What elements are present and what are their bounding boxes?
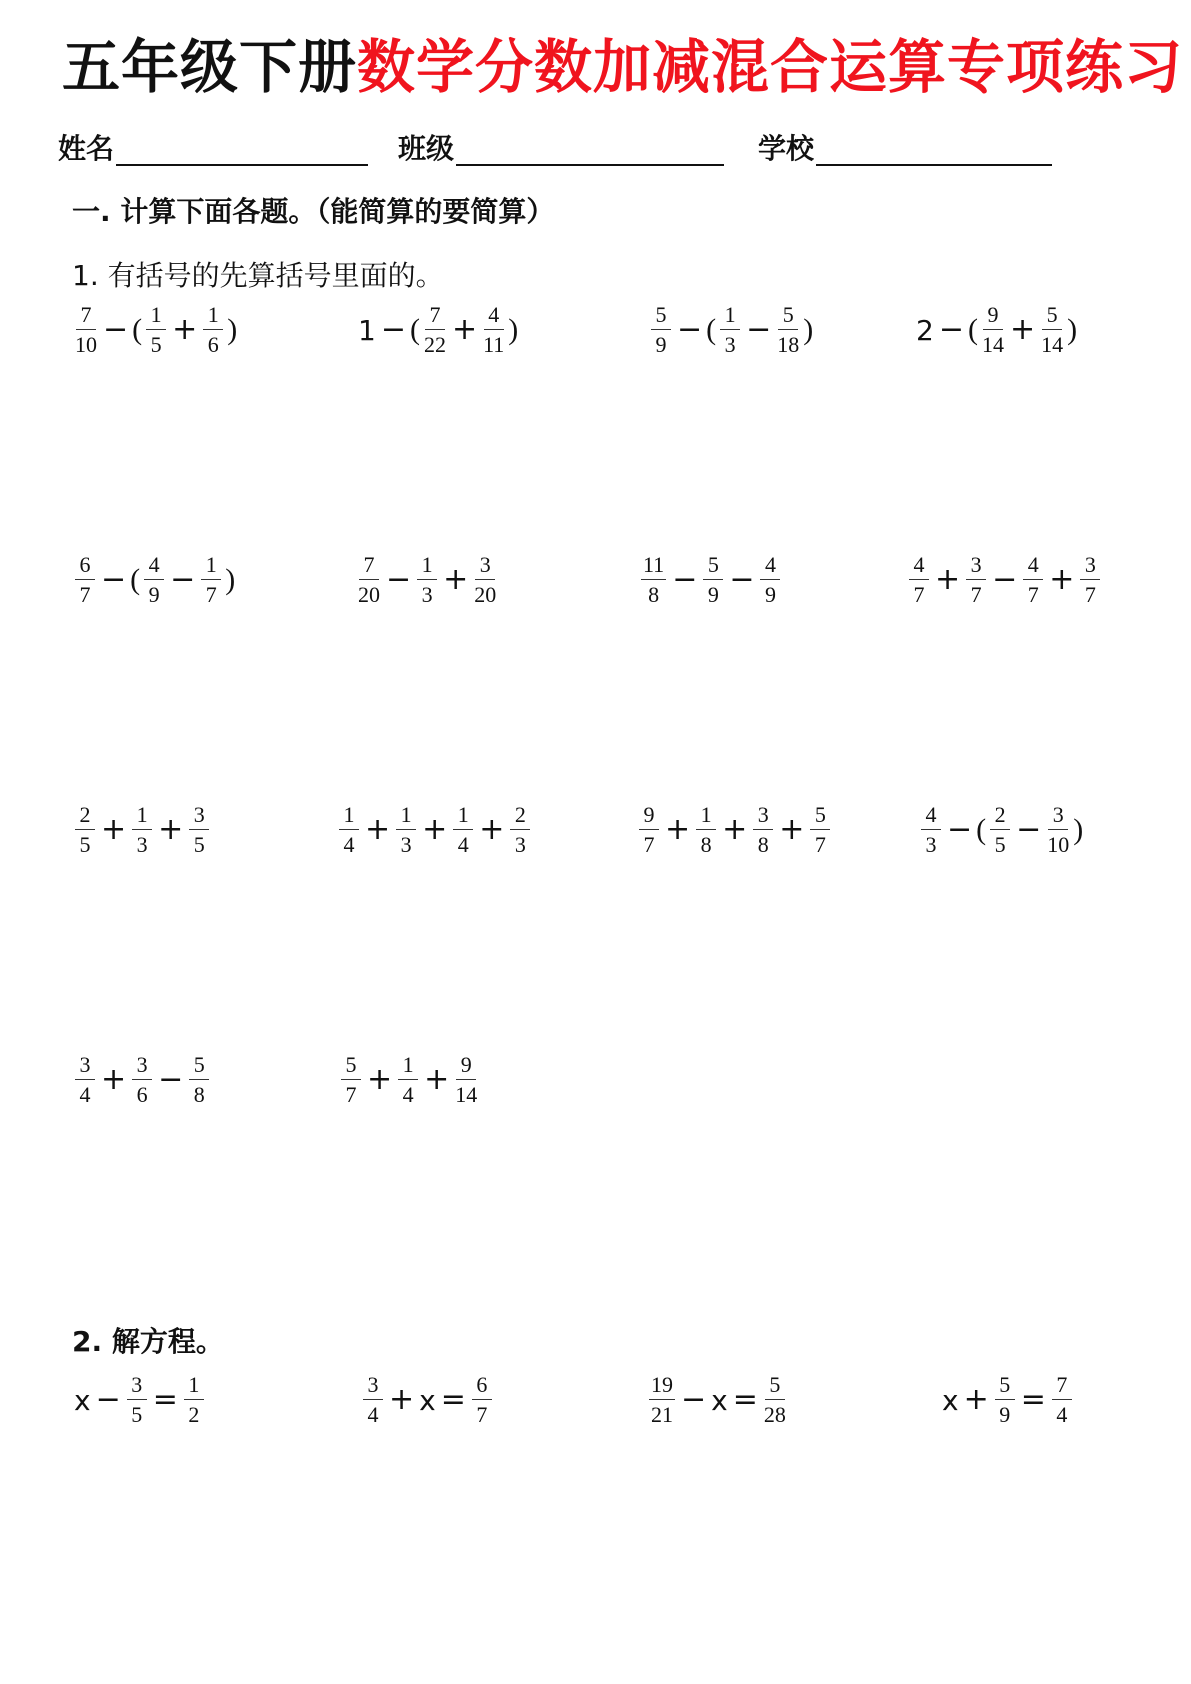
name-blank-line[interactable] [116, 134, 368, 166]
fraction [510, 804, 530, 856]
equations-heading: 2. 解方程。 [72, 1325, 224, 1358]
parenthesis: ) [1073, 813, 1084, 846]
fraction [753, 804, 773, 856]
operator: + [172, 312, 198, 347]
numerator: 6 [75, 554, 95, 580]
fraction [75, 1054, 95, 1106]
fraction [1041, 304, 1063, 356]
denominator: 4 [402, 1082, 414, 1107]
numerator: 1 [398, 1054, 418, 1080]
denominator: 14 [981, 332, 1004, 357]
denominator: 18 [777, 332, 800, 357]
school-blank-line[interactable] [816, 134, 1052, 166]
school-field[interactable] [758, 132, 1052, 166]
fraction [1080, 554, 1100, 606]
numerator: 2 [990, 804, 1010, 830]
operator: − [170, 562, 196, 597]
numerator: 7 [359, 554, 379, 580]
problem-3 [648, 304, 814, 356]
numerator: 3 [75, 1054, 95, 1080]
fraction [363, 1374, 383, 1426]
numerator: 7 [76, 304, 96, 330]
fraction [639, 804, 659, 856]
numerator: 1 [339, 804, 359, 830]
operator: − [677, 312, 703, 347]
fraction [358, 554, 380, 606]
numerator: 1 [146, 304, 166, 330]
denominator: 7 [476, 1402, 488, 1427]
equation-3 [646, 1374, 789, 1426]
title-grade: 五年级下册 [62, 33, 358, 101]
numerator: 5 [765, 1374, 785, 1400]
numerator: 1 [720, 304, 740, 330]
numerator: 5 [778, 304, 798, 330]
section-heading: 一. 计算下面各题。（能简算的要简算） [72, 195, 555, 228]
denominator: 4 [1056, 1402, 1068, 1427]
fraction [398, 1054, 418, 1106]
fraction [651, 304, 671, 356]
page-title [62, 33, 1184, 101]
numerator: 1 [396, 804, 416, 830]
operator: − [386, 562, 412, 597]
fraction [339, 804, 359, 856]
name-field[interactable] [58, 132, 368, 166]
numerator: 1 [417, 554, 437, 580]
problem-2 [358, 304, 519, 356]
denominator: 8 [757, 832, 769, 857]
numerator: 5 [703, 554, 723, 580]
denominator: 8 [700, 832, 712, 857]
denominator: 3 [925, 832, 937, 857]
denominator: 5 [994, 832, 1006, 857]
denominator: 8 [193, 1082, 205, 1107]
denominator: 3 [724, 332, 736, 357]
numerator: 4 [909, 554, 929, 580]
denominator: 7 [1027, 582, 1039, 607]
denominator: 3 [514, 832, 526, 857]
denominator: 4 [457, 832, 469, 857]
numerator: 5 [189, 1054, 209, 1080]
numerator: 1 [184, 1374, 204, 1400]
denominator: 9 [655, 332, 667, 357]
integer: 2 [916, 313, 934, 347]
fraction [982, 304, 1004, 356]
denominator: 7 [814, 832, 826, 857]
denominator: 7 [1084, 582, 1096, 607]
fraction [760, 554, 780, 606]
subsection-heading: 1. 有括号的先算括号里面的。 [72, 259, 444, 292]
operator: + [779, 812, 805, 847]
denominator: 7 [643, 832, 655, 857]
numerator: 4 [144, 554, 164, 580]
denominator: 2 [188, 1402, 200, 1427]
denominator: 4 [367, 1402, 379, 1427]
operator: + [422, 812, 448, 847]
equation-2 [360, 1374, 495, 1426]
fraction [810, 804, 830, 856]
parenthesis: ( [976, 813, 987, 846]
operator: = [1020, 1382, 1046, 1417]
denominator: 6 [136, 1082, 148, 1107]
parenthesis: ) [1067, 313, 1078, 346]
fraction [184, 1374, 204, 1426]
operator: − [103, 312, 129, 347]
operator: + [963, 1382, 989, 1417]
problem-9 [72, 804, 212, 856]
denominator: 5 [131, 1402, 143, 1427]
operator: − [938, 312, 964, 347]
fraction [417, 554, 437, 606]
operator: − [101, 562, 127, 597]
problem-13 [72, 1054, 212, 1106]
denominator: 3 [136, 832, 148, 857]
numerator: 11 [641, 554, 666, 580]
numerator: 5 [1042, 304, 1062, 330]
denominator: 20 [358, 582, 380, 607]
denominator: 9 [999, 1402, 1011, 1427]
title-topic: 数学分数加减混合运算专项练习 [357, 33, 1184, 101]
operator: − [746, 312, 772, 347]
numerator: 1 [696, 804, 716, 830]
numerator: 3 [127, 1374, 147, 1400]
denominator: 28 [763, 1402, 786, 1427]
numerator: 5 [810, 804, 830, 830]
problem-11 [636, 804, 833, 856]
fraction [696, 804, 716, 856]
denominator: 9 [707, 582, 719, 607]
equation-4 [940, 1374, 1075, 1426]
numerator: 4 [484, 304, 504, 330]
denominator: 10 [75, 332, 97, 357]
problem-4 [916, 304, 1078, 356]
operator: = [152, 1382, 178, 1417]
operator: + [101, 812, 127, 847]
denominator: 8 [648, 582, 660, 607]
numerator: 3 [753, 804, 773, 830]
problem-12 [918, 804, 1084, 856]
denominator: 7 [913, 582, 925, 607]
fraction [1023, 554, 1043, 606]
numerator: 1 [132, 804, 152, 830]
problem-1 [72, 304, 238, 356]
fraction [921, 804, 941, 856]
denominator: 3 [421, 582, 433, 607]
operator: − [95, 1382, 121, 1417]
operator: − [380, 312, 406, 347]
numerator: 2 [75, 804, 95, 830]
numerator: 4 [921, 804, 941, 830]
numerator: 9 [983, 304, 1003, 330]
fraction [764, 1374, 786, 1426]
operator: + [158, 812, 184, 847]
fraction [75, 304, 97, 356]
fraction [132, 1054, 152, 1106]
numerator: 3 [966, 554, 986, 580]
variable-x: x [711, 1383, 728, 1417]
denominator: 14 [455, 1082, 478, 1107]
variable-x: x [942, 1383, 959, 1417]
fraction [75, 554, 95, 606]
denominator: 10 [1047, 832, 1070, 857]
numerator: 5 [995, 1374, 1015, 1400]
operator: + [1009, 312, 1036, 347]
parenthesis: ) [508, 313, 519, 346]
operator: + [479, 812, 505, 847]
denominator: 5 [150, 332, 162, 357]
problem-7 [638, 554, 783, 606]
operator: − [947, 812, 973, 847]
fraction [75, 804, 95, 856]
student-info-row [58, 132, 1138, 172]
operator: − [992, 562, 1018, 597]
numerator: 1 [453, 804, 473, 830]
denominator: 22 [423, 332, 446, 357]
fraction [649, 1374, 675, 1426]
operator: + [389, 1382, 415, 1417]
numerator: 3 [189, 804, 209, 830]
numerator: 3 [1048, 804, 1068, 830]
operator: − [681, 1382, 707, 1417]
fraction [127, 1374, 147, 1426]
fraction [1047, 804, 1069, 856]
school-label: 学校 [758, 132, 815, 165]
fraction [453, 804, 473, 856]
fraction [777, 304, 799, 356]
denominator: 7 [345, 1082, 357, 1107]
denominator: 11 [483, 332, 505, 357]
problem-8 [906, 554, 1103, 606]
denominator: 14 [1041, 332, 1064, 357]
fraction [472, 1374, 492, 1426]
denominator: 9 [764, 582, 776, 607]
numerator: 19 [649, 1374, 675, 1400]
operator: + [424, 1062, 450, 1097]
operator: + [443, 562, 469, 597]
problem-5 [72, 554, 236, 606]
fraction [146, 304, 166, 356]
numerator: 9 [456, 1054, 476, 1080]
operator: + [101, 1062, 127, 1097]
denominator: 9 [148, 582, 160, 607]
fraction [455, 1054, 477, 1106]
class-blank-line[interactable] [456, 134, 724, 166]
operator: + [365, 812, 391, 847]
operator: + [451, 312, 478, 347]
fraction [483, 304, 504, 356]
fraction [144, 554, 164, 606]
variable-x: x [74, 1383, 91, 1417]
operator: + [722, 812, 748, 847]
parenthesis: ( [132, 313, 143, 346]
operator: + [367, 1062, 393, 1097]
fraction [189, 804, 209, 856]
fraction [703, 554, 723, 606]
variable-x: x [419, 1383, 436, 1417]
operator: + [1049, 562, 1075, 597]
operator: − [729, 562, 755, 597]
fraction [396, 804, 416, 856]
problem-6 [355, 554, 499, 606]
fraction [189, 1054, 209, 1106]
operator: − [672, 562, 698, 597]
parenthesis: ) [803, 313, 814, 346]
numerator: 5 [341, 1054, 361, 1080]
parenthesis: ( [967, 313, 978, 346]
integer: 1 [358, 313, 376, 347]
numerator: 1 [201, 554, 221, 580]
denominator: 7 [79, 582, 91, 607]
operator: + [665, 812, 691, 847]
operator: = [732, 1382, 758, 1417]
numerator: 4 [760, 554, 780, 580]
fraction [341, 1054, 361, 1106]
numerator: 4 [1023, 554, 1043, 580]
numerator: 1 [203, 304, 223, 330]
parenthesis: ( [409, 313, 420, 346]
numerator: 7 [1052, 1374, 1072, 1400]
numerator: 3 [475, 554, 495, 580]
problem-14 [338, 1054, 480, 1106]
numerator: 7 [425, 304, 445, 330]
numerator: 3 [132, 1054, 152, 1080]
operator: = [440, 1382, 466, 1417]
numerator: 3 [363, 1374, 383, 1400]
denominator: 3 [400, 832, 412, 857]
operator: − [1016, 812, 1042, 847]
fraction [132, 804, 152, 856]
denominator: 4 [79, 1082, 91, 1107]
problem-10 [336, 804, 533, 856]
fraction [966, 554, 986, 606]
parenthesis: ) [225, 563, 236, 596]
numerator: 6 [472, 1374, 492, 1400]
class-label: 班级 [398, 132, 455, 165]
numerator: 3 [1080, 554, 1100, 580]
fraction [641, 554, 666, 606]
numerator: 5 [651, 304, 671, 330]
denominator: 21 [651, 1402, 673, 1427]
operator: + [935, 562, 961, 597]
denominator: 7 [970, 582, 982, 607]
numerator: 9 [639, 804, 659, 830]
parenthesis: ( [130, 563, 141, 596]
fraction [474, 554, 496, 606]
fraction [1052, 1374, 1072, 1426]
fraction [424, 304, 446, 356]
operator: − [158, 1062, 184, 1097]
denominator: 7 [205, 582, 217, 607]
fraction [990, 804, 1010, 856]
denominator: 5 [193, 832, 205, 857]
equation-1 [72, 1374, 207, 1426]
parenthesis: ( [706, 313, 717, 346]
denominator: 6 [207, 332, 219, 357]
parenthesis: ) [227, 313, 238, 346]
fraction [201, 554, 221, 606]
class-field[interactable] [398, 132, 724, 166]
fraction [995, 1374, 1015, 1426]
fraction [203, 304, 223, 356]
fraction [909, 554, 929, 606]
denominator: 5 [79, 832, 91, 857]
name-label: 姓名 [58, 132, 115, 165]
denominator: 4 [343, 832, 355, 857]
numerator: 2 [510, 804, 530, 830]
denominator: 20 [474, 582, 497, 607]
fraction [720, 304, 740, 356]
